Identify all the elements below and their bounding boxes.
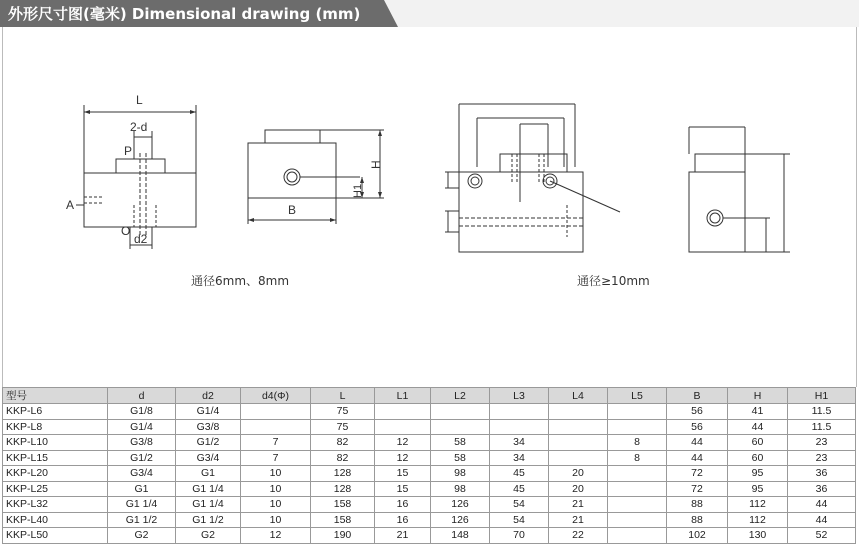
table-cell: 126: [431, 497, 490, 513]
table-cell: 44: [788, 512, 856, 528]
column-header: L3: [490, 388, 549, 404]
table-cell: [608, 481, 667, 497]
table-cell: 44: [667, 435, 728, 451]
model-cell: KKP-L25: [3, 481, 108, 497]
table-cell: G1 1/2: [108, 512, 176, 528]
table-row: [3, 466, 856, 482]
table-cell: 15: [375, 481, 431, 497]
table-cell: 88: [667, 497, 728, 513]
table-cell: G1 1/4: [108, 497, 176, 513]
table-cell: G1: [108, 481, 176, 497]
table-cell: [241, 419, 311, 435]
table-cell: 7: [241, 435, 311, 451]
table-cell: G1/2: [176, 435, 241, 451]
table-cell: 21: [549, 512, 608, 528]
table-cell: 58: [431, 450, 490, 466]
table-cell: 58: [431, 435, 490, 451]
table-cell: [375, 404, 431, 420]
table-cell: 102: [667, 528, 728, 544]
table-row: [3, 435, 856, 451]
table-cell: G1/8: [108, 404, 176, 420]
table-cell: 158: [311, 497, 375, 513]
table-cell: 95: [728, 466, 788, 482]
drawing-small-side-view: [248, 130, 384, 224]
section-title: 外形尺寸图(毫米) Dimensional drawing (mm): [8, 5, 361, 23]
table-cell: 12: [241, 528, 311, 544]
model-cell: KKP-L20: [3, 466, 108, 482]
table-cell: [241, 404, 311, 420]
table-cell: 126: [431, 512, 490, 528]
table-cell: [431, 419, 490, 435]
model-cell: KKP-L32: [3, 497, 108, 513]
label-P: P: [124, 144, 133, 158]
table-cell: G3/4: [176, 450, 241, 466]
table-cell: 15: [375, 466, 431, 482]
column-header: d: [108, 388, 176, 404]
table-cell: 8: [608, 450, 667, 466]
table-cell: 36: [788, 466, 856, 482]
table-cell: 75: [311, 419, 375, 435]
column-header: L4: [549, 388, 608, 404]
table-cell: G1 1/2: [176, 512, 241, 528]
table-cell: G3/4: [108, 466, 176, 482]
table-cell: 82: [311, 435, 375, 451]
column-header: B: [667, 388, 728, 404]
table-cell: 52: [788, 528, 856, 544]
table-cell: 60: [728, 435, 788, 451]
table-cell: [608, 497, 667, 513]
table-cell: [431, 404, 490, 420]
drawing-small-front-view: [66, 93, 196, 249]
table-cell: [549, 435, 608, 451]
table-cell: 16: [375, 497, 431, 513]
table-cell: 11.5: [788, 419, 856, 435]
table-cell: [549, 404, 608, 420]
model-cell: KKP-L50: [3, 528, 108, 544]
table-cell: 82: [311, 450, 375, 466]
column-header: H: [728, 388, 788, 404]
label-O: O: [121, 224, 131, 238]
label-L: L: [136, 93, 143, 107]
table-cell: [490, 419, 549, 435]
table-cell: 45: [490, 481, 549, 497]
table-row: [3, 497, 856, 513]
table-cell: G1 1/4: [176, 497, 241, 513]
table-cell: [549, 450, 608, 466]
table-cell: 21: [549, 497, 608, 513]
table-cell: [608, 466, 667, 482]
table-cell: [490, 404, 549, 420]
table-cell: 10: [241, 466, 311, 482]
table-cell: 54: [490, 512, 549, 528]
table-row: [3, 404, 856, 420]
table-cell: 190: [311, 528, 375, 544]
table-cell: 34: [490, 450, 549, 466]
table-cell: 95: [728, 481, 788, 497]
table-cell: G1/4: [108, 419, 176, 435]
table-cell: 70: [490, 528, 549, 544]
table-cell: 10: [241, 497, 311, 513]
table-cell: 130: [728, 528, 788, 544]
label-H: H: [369, 160, 383, 169]
label-d2: d2: [134, 232, 148, 246]
table-row: [3, 481, 856, 497]
model-cell: KKP-L8: [3, 419, 108, 435]
table-cell: 20: [549, 466, 608, 482]
table-cell: 36: [788, 481, 856, 497]
table-cell: 12: [375, 450, 431, 466]
label-2-d: 2-d: [130, 120, 148, 134]
table-cell: 7: [241, 450, 311, 466]
label-H1: H1: [352, 183, 364, 198]
specification-table: [2, 387, 856, 544]
table-cell: 56: [667, 404, 728, 420]
table-row: [3, 419, 856, 435]
table-cell: G1 1/4: [176, 481, 241, 497]
table-cell: 128: [311, 481, 375, 497]
table-cell: 54: [490, 497, 549, 513]
table-cell: 56: [667, 419, 728, 435]
table-row: [3, 528, 856, 544]
table-cell: 8: [608, 435, 667, 451]
table-cell: [608, 512, 667, 528]
table-cell: 128: [311, 466, 375, 482]
table-cell: G1: [176, 466, 241, 482]
table-cell: 44: [667, 450, 728, 466]
table-cell: 34: [490, 435, 549, 451]
table-cell: 23: [788, 450, 856, 466]
model-cell: KKP-L40: [3, 512, 108, 528]
table-cell: 21: [375, 528, 431, 544]
table-cell: 60: [728, 450, 788, 466]
table-cell: 75: [311, 404, 375, 420]
column-header: L5: [608, 388, 667, 404]
drawing-large-side-view: [689, 127, 790, 252]
table-cell: 45: [490, 466, 549, 482]
table-cell: [549, 419, 608, 435]
table-cell: [608, 404, 667, 420]
table-cell: 44: [728, 419, 788, 435]
table-cell: 72: [667, 481, 728, 497]
table-cell: 72: [667, 466, 728, 482]
label-B: B: [288, 203, 297, 217]
label-A: A: [66, 198, 75, 212]
table-cell: 98: [431, 481, 490, 497]
table-cell: G2: [176, 528, 241, 544]
table-cell: [375, 419, 431, 435]
table-cell: 148: [431, 528, 490, 544]
column-header: d4(Φ): [241, 388, 311, 404]
table-cell: 88: [667, 512, 728, 528]
model-cell: KKP-L10: [3, 435, 108, 451]
column-header: L2: [431, 388, 490, 404]
table-cell: 98: [431, 466, 490, 482]
table-cell: G1/4: [176, 404, 241, 420]
model-cell: KKP-L15: [3, 450, 108, 466]
drawing-large-front-view: [445, 104, 620, 252]
table-header-row: [3, 388, 856, 404]
table-cell: 41: [728, 404, 788, 420]
table-row: [3, 450, 856, 466]
table-cell: 23: [788, 435, 856, 451]
caption-small-bore: 通径6mm、8mm: [191, 274, 290, 288]
column-header: L1: [375, 388, 431, 404]
model-cell: KKP-L6: [3, 404, 108, 420]
table-cell: G1/2: [108, 450, 176, 466]
table-cell: 12: [375, 435, 431, 451]
table-cell: 20: [549, 481, 608, 497]
table-cell: G3/8: [108, 435, 176, 451]
table-cell: 11.5: [788, 404, 856, 420]
dimensional-drawings: [0, 27, 859, 387]
table-cell: 158: [311, 512, 375, 528]
table-cell: G3/8: [176, 419, 241, 435]
column-header: 型号: [3, 388, 108, 404]
table-cell: 10: [241, 512, 311, 528]
section-header: [0, 0, 859, 27]
column-header: L: [311, 388, 375, 404]
table-cell: 112: [728, 512, 788, 528]
table-cell: [608, 419, 667, 435]
table-cell: 16: [375, 512, 431, 528]
table-cell: 22: [549, 528, 608, 544]
column-header: H1: [788, 388, 856, 404]
table-cell: [608, 528, 667, 544]
caption-large-bore: 通径≥10mm: [577, 274, 650, 288]
table-cell: 44: [788, 497, 856, 513]
column-header: d2: [176, 388, 241, 404]
table-cell: 10: [241, 481, 311, 497]
table-cell: G2: [108, 528, 176, 544]
table-cell: 112: [728, 497, 788, 513]
table-body: [3, 404, 856, 544]
table-row: [3, 512, 856, 528]
